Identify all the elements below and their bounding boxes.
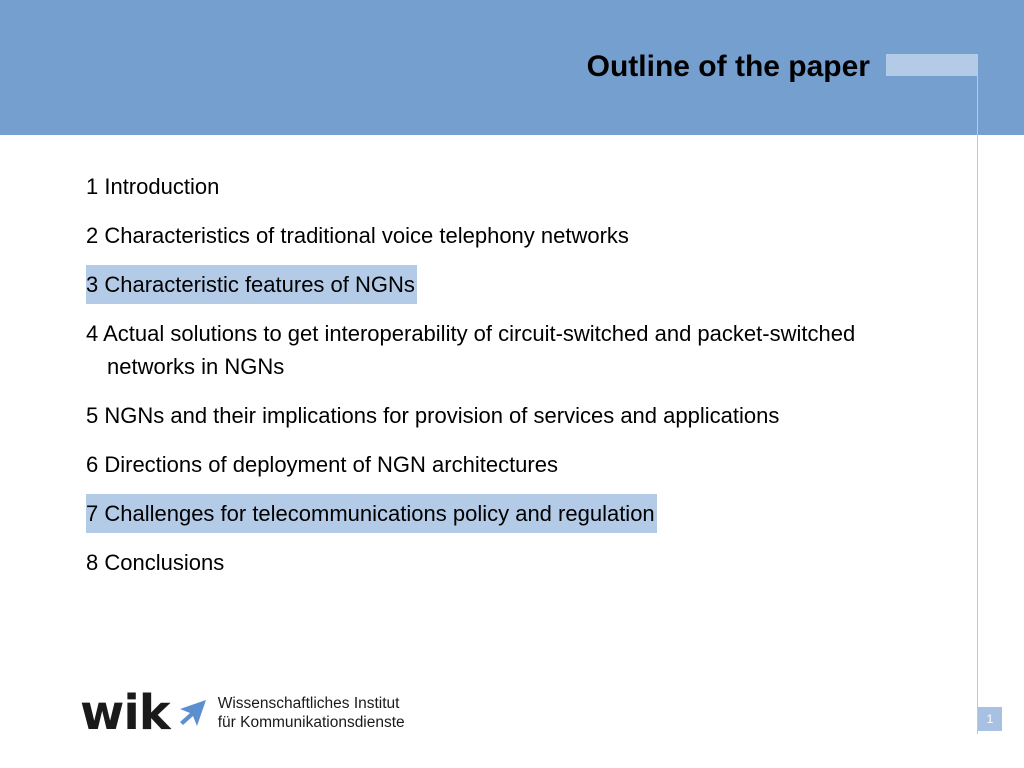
outline-item-text: 2 Characteristics of traditional voice telephony networks <box>86 223 629 248</box>
outline-item-text: 5 NGNs and their implications for provision of services and applications <box>86 403 780 428</box>
logo-arrow-icon <box>176 696 210 730</box>
outline-item-introduction <box>86 170 906 203</box>
outline-item-text: 7 Challenges for telecommunications policy and regulation <box>86 494 657 533</box>
slide-title: Outline of the paper <box>586 50 870 83</box>
outline-list <box>86 170 906 595</box>
wik-logo <box>80 685 405 741</box>
logo-text <box>218 694 405 732</box>
logo-mark: wik <box>80 685 170 741</box>
outline-item-deployment <box>86 448 906 481</box>
outline-item-text: 1 Introduction <box>86 174 220 199</box>
outline-item-text: 8 Conclusions <box>86 550 225 575</box>
outline-item-text: 6 Directions of deployment of NGN architectures <box>86 452 558 477</box>
outline-item-interoperability <box>86 317 906 383</box>
logo-text-line2: für Kommunikationsdienste <box>217 714 405 731</box>
outline-item-traditional-networks <box>86 219 906 252</box>
page-number: 1 <box>978 707 1002 731</box>
outline-item-text: 4 Actual solutions to get interoperability of circuit-switched and packet-switched networks in NGNs <box>86 321 856 379</box>
logo-text-line1: Wissenschaftliches Institut <box>217 695 400 712</box>
outline-item-ngn-features <box>86 265 906 304</box>
header-band <box>0 0 1024 135</box>
outline-item-services-applications <box>86 399 906 432</box>
title-accent-bar <box>886 54 978 76</box>
right-rule-line <box>977 54 978 734</box>
outline-item-policy-regulation <box>86 494 906 533</box>
outline-item-text: 3 Characteristic features of NGNs <box>86 265 417 304</box>
outline-item-conclusions <box>86 546 906 579</box>
